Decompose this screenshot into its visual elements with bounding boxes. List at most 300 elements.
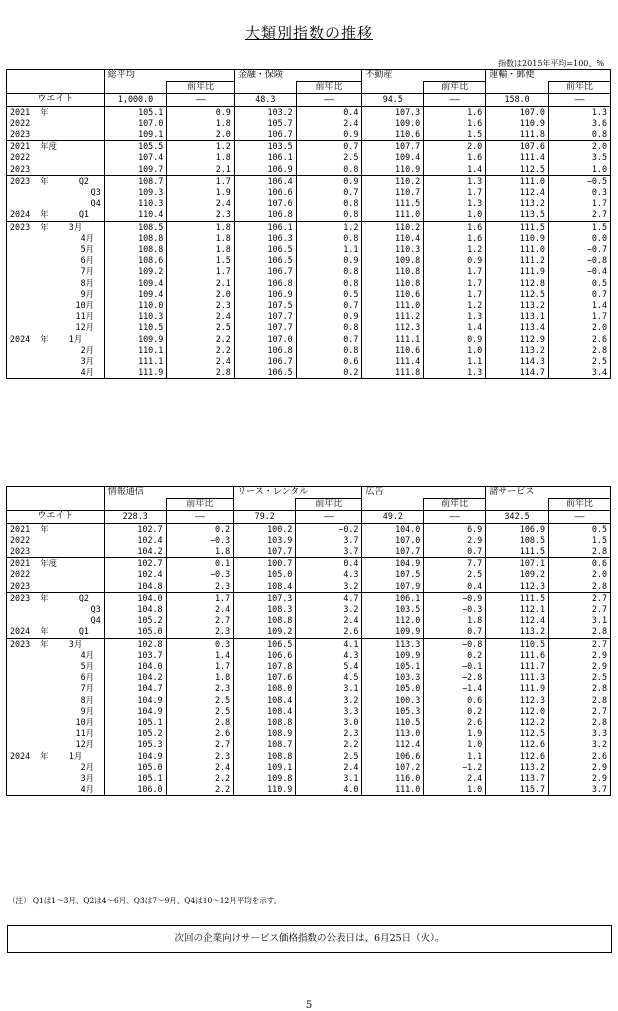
yoy-value: 0.9 [296,311,362,322]
yoy-value: −0.4 [548,266,610,277]
table-row [7,695,611,706]
period-label: 2023 [10,546,31,557]
weight-value: 228.3 [104,511,166,523]
index-value: 102.7 [104,523,166,535]
period-label: 2023 年 Q2 [7,175,105,187]
yoy-value: 0.7 [296,141,362,153]
period-label: 2021 年度 [7,141,105,153]
index-value: 113.0 [362,728,424,739]
index-value: 105.5 [104,141,167,153]
yoy-value: 0.6 [296,356,362,367]
yoy-value: 0.0 [548,233,610,244]
index-value: 109.4 [104,278,167,289]
index-value: 109.0 [362,118,424,129]
index-value: 107.0 [362,535,424,546]
yoy-value: 2.6 [424,717,486,728]
yoy-value: 1.4 [166,650,234,661]
index-value: 113.2 [486,345,549,356]
weight-yoy: ―― [548,94,610,106]
index-value: 107.0 [234,334,296,345]
index-value: 104.0 [362,523,424,535]
category-header: リース・レンタル [234,487,362,499]
index-value: 111.9 [104,367,167,379]
period-label: 2023 [10,580,31,591]
period-label: 4月 [10,367,95,378]
index-value: 106.6 [234,650,296,661]
yoy-value: −2.8 [424,672,486,683]
index-value: 109.1 [234,762,296,773]
index-value: 111.3 [486,672,549,683]
index-value: 110.3 [362,244,424,255]
index-value: 114.7 [486,367,549,379]
yoy-value: 0.7 [424,546,486,558]
period-label: 2021 年度 [7,558,105,570]
index-value: 102.8 [104,638,166,650]
index-value: 110.5 [486,638,549,650]
yoy-value: 2.5 [296,152,362,163]
table-row [7,278,611,289]
yoy-value: 2.0 [549,569,611,580]
index-table-1 [6,69,611,379]
yoy-value: 0.7 [296,300,362,311]
yoy-value: 3.5 [548,152,610,163]
index-value: 110.3 [104,311,167,322]
index-value: 110.8 [362,278,424,289]
yoy-value: 2.7 [166,739,234,750]
category-header: 総平均 [104,70,234,82]
yoy-value: 2.5 [296,751,362,762]
yoy-value: 2.4 [296,615,362,626]
yoy-value: 3.2 [296,604,362,615]
header-blank [234,499,296,511]
index-value: 109.2 [234,626,296,638]
yoy-value: −0.7 [548,244,610,255]
header-blank [486,82,549,94]
header-blank [362,499,424,511]
header-blank [104,499,166,511]
yoy-value: 1.6 [424,152,486,163]
header-yoy-row [7,82,611,94]
index-value: 107.6 [234,672,296,683]
period-label: 8月 [10,277,95,288]
table-row [7,717,611,728]
yoy-header: 前年比 [548,82,610,94]
yoy-value: −0.9 [424,592,486,604]
index-value: 109.9 [104,334,167,345]
yoy-value: 1.7 [424,289,486,300]
period-label: 12月 [10,322,95,333]
index-value: 111.0 [486,175,549,187]
yoy-value: 1.4 [424,322,486,333]
index-value: 108.7 [234,739,296,750]
index-value: 106.4 [234,175,296,187]
index-value: 111.0 [362,784,424,796]
index-value: 109.8 [234,773,296,784]
index-value: 111.1 [362,334,424,345]
period-label: 2023 年 3月 [7,221,105,233]
index-value: 110.9 [486,233,549,244]
yoy-value: 2.9 [549,762,611,773]
yoy-value: 2.3 [166,626,234,638]
yoy-value: 0.1 [166,558,234,570]
index-value: 106.5 [234,638,296,650]
period-label: 5月 [10,661,95,672]
yoy-value: 0.2 [166,523,234,535]
index-value: 113.4 [486,322,549,333]
index-value: 110.3 [104,198,167,209]
index-value: 112.4 [486,187,549,198]
period-label: 4月 [10,232,95,243]
table-row [7,152,611,163]
table-row [7,233,611,244]
yoy-value: 3.3 [549,728,611,739]
yoy-value: 3.4 [548,367,610,379]
index-value: 108.8 [234,717,296,728]
yoy-value: 0.2 [424,650,486,661]
yoy-value: 3.2 [296,581,362,593]
index-value: 110.4 [362,233,424,244]
index-value: 108.5 [486,535,549,546]
index-value: 109.2 [104,266,167,277]
period-label: 7月 [10,683,95,694]
index-value: 107.7 [234,546,296,558]
yoy-value: 2.4 [166,762,234,773]
yoy-value: 3.7 [549,784,611,796]
yoy-value: 0.8 [548,129,610,141]
index-value: 109.9 [362,626,424,638]
yoy-value: 2.0 [424,141,486,153]
index-value: 106.6 [234,187,296,198]
index-value: 111.0 [362,209,424,221]
yoy-value: 2.6 [549,751,611,762]
category-header: 不動産 [362,70,486,82]
index-value: 106.0 [104,784,166,796]
index-value: 111.8 [486,129,549,141]
weight-row [7,94,611,106]
index-value: 113.2 [486,626,549,638]
yoy-value: 1.7 [167,266,235,277]
index-value: 111.5 [486,546,549,558]
header-yoy-row [7,499,611,511]
weight-label: ウエイト [7,511,105,523]
yoy-value: 2.8 [166,717,234,728]
index-value: 113.2 [486,762,549,773]
yoy-value: 2.5 [548,356,610,367]
yoy-value: 1.7 [166,592,234,604]
index-value: 111.4 [362,356,424,367]
table-row [7,604,611,615]
index-value: 110.9 [234,784,296,796]
index-value: 110.9 [486,118,549,129]
index-value: 110.4 [104,209,167,221]
index-value: 111.9 [486,266,549,277]
table-row [7,209,611,221]
table-row [7,244,611,255]
yoy-value: 2.9 [549,773,611,784]
table-row [7,106,611,118]
index-value: 106.5 [234,255,296,266]
table-row [7,672,611,683]
yoy-value: 0.9 [296,129,362,141]
yoy-value: 0.4 [296,558,362,570]
table-row [7,523,611,535]
index-value: 105.2 [104,615,166,626]
header-blank [234,82,296,94]
index-value: 104.0 [104,592,166,604]
index-value: 113.3 [362,638,424,650]
index-value: 113.1 [486,311,549,322]
yoy-value: 1.2 [424,300,486,311]
index-value: 106.1 [362,592,424,604]
index-value: 107.0 [486,106,549,118]
footnote: （注） Q1は1～3月、Q2は4～6月、Q3は7～9月、Q4は10～12月平均を示す。 [8,896,282,905]
index-value: 109.7 [104,164,167,176]
yoy-value: 0.8 [296,209,362,221]
period-label: 12月 [10,739,95,750]
yoy-value: 2.9 [424,535,486,546]
yoy-value: 1.5 [548,221,610,233]
weight-value: 79.2 [234,511,296,523]
next-release-notice: 次回の企業向けサービス価格指数の公表日は、6月25日（火）。 [7,925,612,953]
index-value: 110.1 [104,345,167,356]
yoy-value: −1.4 [424,683,486,694]
yoy-value: 3.0 [296,717,362,728]
index-value: 111.2 [362,311,424,322]
yoy-value: −0.3 [166,569,234,580]
weight-yoy: ―― [424,94,486,106]
yoy-value: 1.8 [167,244,235,255]
yoy-value: 4.7 [296,592,362,604]
weight-yoy: ―― [549,511,611,523]
index-value: 108.8 [234,751,296,762]
index-value: 107.9 [362,581,424,593]
yoy-value: 2.0 [167,289,235,300]
yoy-value: 1.7 [166,661,234,672]
index-value: 110.2 [362,221,424,233]
yoy-value: −0.8 [424,638,486,650]
period-label: Q4 [10,615,101,626]
yoy-value: −0.3 [166,535,234,546]
yoy-value: 2.2 [166,773,234,784]
table-row [7,334,611,345]
index-table-2 [6,486,611,796]
yoy-value: 2.7 [549,706,611,717]
table-row [7,118,611,129]
index-value: 115.7 [486,784,549,796]
index-value: 106.1 [234,152,296,163]
index-value: 102.4 [104,569,166,580]
header-blank [7,82,105,94]
yoy-value: −1.2 [424,762,486,773]
index-value: 103.5 [234,141,296,153]
period-label: 11月 [10,728,95,739]
yoy-value: 2.4 [296,762,362,773]
index-value: 110.5 [104,322,167,333]
yoy-value: 2.5 [166,706,234,717]
index-value: 107.7 [362,141,424,153]
table-row [7,751,611,762]
table-row [7,198,611,209]
index-value: 108.6 [104,255,167,266]
table-row [7,367,611,379]
index-value: 111.8 [362,367,424,379]
index-value: 110.9 [362,164,424,176]
yoy-value: 0.8 [296,322,362,333]
index-value: 109.4 [362,152,424,163]
category-header: 広告 [362,487,486,499]
yoy-value: 3.1 [296,773,362,784]
index-value: 109.3 [104,187,167,198]
index-value: 109.4 [104,289,167,300]
yoy-value: 3.7 [296,546,362,558]
yoy-value: 1.8 [424,615,486,626]
table-row [7,773,611,784]
yoy-value: 0.5 [296,289,362,300]
yoy-value: 2.7 [166,615,234,626]
yoy-value: 1.8 [166,672,234,683]
yoy-value: 1.3 [424,311,486,322]
index-value: 112.5 [486,164,549,176]
index-value: 107.0 [104,118,167,129]
index-value: 112.6 [486,739,549,750]
index-value: 107.7 [234,322,296,333]
index-value: 108.5 [104,221,167,233]
period-label: 2024 年 1月 [10,750,83,761]
table-row [7,784,611,796]
index-value: 107.4 [104,152,167,163]
index-value: 100.7 [234,558,296,570]
yoy-value: 1.6 [424,106,486,118]
yoy-value: 2.4 [166,604,234,615]
index-value: 110.8 [362,266,424,277]
index-value: 109.8 [362,255,424,266]
index-value: 108.8 [104,233,167,244]
index-value: 105.1 [362,661,424,672]
yoy-value: 2.3 [166,683,234,694]
yoy-value: 0.9 [424,255,486,266]
yoy-value: 1.1 [296,244,362,255]
period-label: Q3 [10,604,101,615]
index-value: 111.9 [486,683,549,694]
yoy-value: 2.8 [549,626,611,638]
yoy-value: 2.4 [167,311,235,322]
yoy-value: 0.2 [424,706,486,717]
yoy-value: 1.7 [548,311,610,322]
yoy-value: 2.2 [167,334,235,345]
yoy-value: 3.3 [296,706,362,717]
index-value: 107.8 [234,661,296,672]
header-blank [486,499,549,511]
yoy-value: 2.8 [549,546,611,558]
yoy-value: 2.3 [166,581,234,593]
yoy-value: 1.0 [424,739,486,750]
yoy-header: 前年比 [296,499,362,511]
weight-yoy: ―― [296,94,362,106]
yoy-value: 2.8 [548,345,610,356]
index-value: 111.0 [486,244,549,255]
index-value: 108.8 [234,615,296,626]
index-value: 112.3 [486,581,549,593]
period-label: 2024 年 1月 [10,333,83,344]
index-value: 106.1 [234,221,296,233]
period-label: 2022 [10,534,31,545]
index-value: 106.8 [234,278,296,289]
weight-value: 49.2 [362,511,424,523]
yoy-value: −0.3 [424,604,486,615]
table-row [7,289,611,300]
index-value: 107.7 [234,311,296,322]
table-row [7,728,611,739]
yoy-header: 前年比 [424,82,486,94]
yoy-value: 2.5 [166,695,234,706]
index-value: 104.9 [104,751,166,762]
table-row [7,164,611,176]
index-value: 111.1 [104,356,167,367]
table-row [7,129,611,141]
yoy-value: 0.4 [296,106,362,118]
period-label: 2023 [10,129,31,140]
yoy-value: 2.9 [549,650,611,661]
category-header: 金融・保険 [234,70,362,82]
index-value: 105.1 [104,717,166,728]
index-value: 112.3 [362,322,424,333]
yoy-value: 2.6 [548,334,610,345]
header-blank [362,82,424,94]
period-label: 6月 [10,255,95,266]
index-value: 106.5 [234,367,296,379]
yoy-value: 1.1 [424,751,486,762]
index-value: 112.5 [486,289,549,300]
table-row [7,546,611,558]
index-value: 111.2 [486,255,549,266]
unit-note: 指数は2015年平均=100、% [498,59,604,68]
table-row [7,266,611,277]
index-value: 106.9 [234,289,296,300]
yoy-value: 2.2 [166,784,234,796]
index-value: 112.2 [486,717,549,728]
index-value: 104.2 [104,546,166,558]
yoy-value: 2.4 [167,356,235,367]
category-header: 諸サービス [486,487,611,499]
table-row [7,175,611,187]
yoy-value: 2.1 [167,164,235,176]
yoy-value: 1.7 [424,187,486,198]
table-row [7,569,611,580]
index-value: 111.5 [486,221,549,233]
index-value: 104.0 [104,661,166,672]
table-row [7,311,611,322]
header-category-row [7,70,611,82]
table-row [7,650,611,661]
yoy-value: 2.4 [167,198,235,209]
yoy-header: 前年比 [296,82,362,94]
yoy-value: 0.3 [548,187,610,198]
index-value: 100.3 [362,695,424,706]
period-label: 2023 年 3月 [7,638,105,650]
yoy-value: 2.7 [549,592,611,604]
yoy-value: 4.0 [296,784,362,796]
yoy-value: 0.8 [296,278,362,289]
index-value: 112.3 [486,695,549,706]
yoy-value: 1.3 [424,198,486,209]
index-value: 106.9 [486,523,549,535]
yoy-value: 2.0 [548,322,610,333]
weight-value: 1,000.0 [104,94,167,106]
yoy-value: 2.8 [549,683,611,694]
index-value: 108.9 [234,728,296,739]
index-value: 112.5 [486,728,549,739]
index-value: 105.0 [362,683,424,694]
